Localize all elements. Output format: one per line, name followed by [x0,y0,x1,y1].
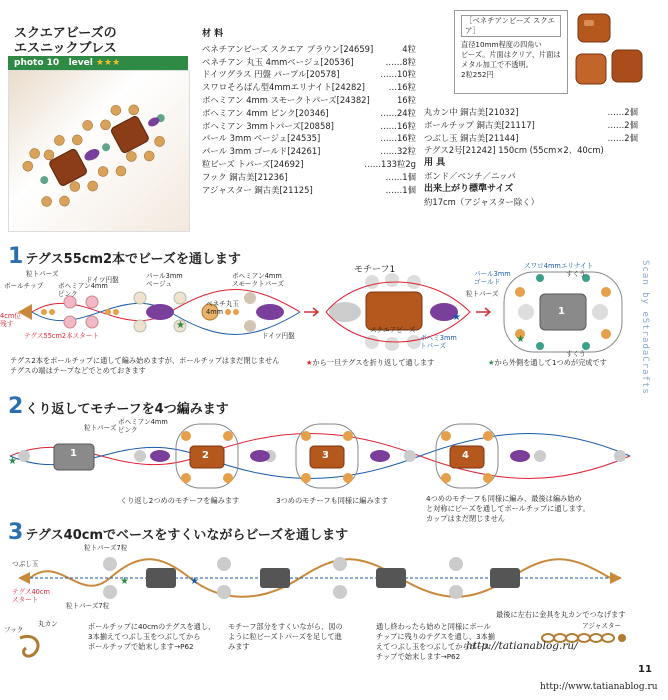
label-start-40cm: テグス40cm スタート [12,588,50,604]
material-name: スワロそろばん型4mmエリナイト[24282] [202,82,365,93]
material-row [202,145,416,158]
material-qty: ……16粒 [380,133,416,144]
label-crimp-bead: つぶし玉 [12,560,39,568]
level-label: level [68,58,93,68]
material-row [424,106,638,119]
bracelet-photo [8,70,190,232]
svg-text:★: ★ [516,334,525,345]
material-name: パール 3mm ベージュ[24535] [202,133,321,144]
svg-text:★: ★ [8,456,17,467]
label-tsubu-topaz: 粒トパーズ [84,424,117,432]
step3-note: ボールチップに40cmのテグスを通し、 3本揃えてつぶし玉をつぶしてから ボールチップで始末します→P62 [88,622,216,651]
bead-info-line: メタル加工で不透明。 [461,60,533,69]
materials-heading: 材 料 [202,29,224,39]
tools-text: ボンド／ペンチ／ニッパ [424,170,516,181]
label-tsubu-topaz-2: 粒トパーズ [466,290,499,298]
material-name: ボヘミアン 4mm スモークトパーズ[24382] [202,94,370,105]
material-row [202,120,416,133]
motif-number: 1 [70,448,77,459]
material-name: 丸カン中 銅古美[21032] [424,107,519,117]
step3-note: モチーフ部分をすくいながら、図の ように粒ビーズトパーズを足して進 みます [228,622,343,651]
material-qty: ……2個 [607,132,638,143]
label-hook: フック [4,626,24,634]
material-row [202,107,416,120]
step1-note: テグス2本をボールチップに通して編み始めますが、ボールチップはまだ閉じません [10,356,280,365]
label-scoop-bottom: すくう [566,350,586,358]
label-square-bead: スクエアビーズ [370,326,416,334]
material-row [202,56,416,69]
material-name: ベネチアン 丸玉 4mmベージュ[20536] [202,56,354,67]
label-german-disc-2: ドイツ円盤 [262,332,295,340]
material-name: アジャスター 銅古美[21125] [202,184,313,195]
material-qty: ……133粒2g [364,158,416,169]
scan-credit: Scan by eStradaCrafts [640,260,650,395]
bead-info-box [454,10,568,94]
material-qty: 4粒 [402,43,416,54]
page-number: 11 [638,664,652,675]
photo-number: photo 10 [14,58,60,68]
material-row [202,43,416,56]
step-number: 2 [8,394,24,419]
materials-list-2 [424,106,638,208]
blog-url[interactable]: http://tatianablog.ru/ [466,640,578,652]
step-title-text: テグス55cm2本でビーズを通します [25,252,241,267]
material-row [424,119,638,132]
motif-number: 4 [462,450,469,461]
step3-note: 通し終わったら始めと同様にボール チップに残りのテグスを通し、3本揃 えてつぶし玉をつぶしてからボール チップで始末します→P62 [376,622,495,661]
label-tsubu-7: 粒トパーズ7粒 [84,544,128,552]
arrow-icon [476,308,490,316]
material-name: フック 銅古美[21236] [202,171,288,182]
material-row [202,132,416,145]
material-name: 粒ビーズ トパーズ[24692] [202,158,304,169]
step-number: 1 [8,244,24,269]
label-jump-ring: 丸カン [38,620,58,628]
photo-label [8,56,188,70]
svg-text:★: ★ [176,320,185,331]
motif-number: 2 [202,450,209,461]
label-bohemian-pink: ボヘミアン4mm ピンク [118,418,168,434]
label-bohemian-topaz3: ボヘミ3mm トパーズ [420,334,457,350]
step-title-text: テグス40cmでベースをすくいながらビーズを通します [25,528,349,543]
step1-note: テグスの端はテープなどでとめておきます [10,366,146,375]
step-title-text: くり返してモチーフを4つ編みます [25,402,229,417]
arrow-icon [304,308,318,316]
label-bohemian-pink: ボヘミアン4mm ピンク [58,282,108,298]
label-tsubu-7-b: 粒トパーズ7粒 [66,602,110,610]
material-name: ベネチアンビーズ スクエア ブラウン[24659] [202,43,374,54]
material-qty: ……8粒 [385,56,416,67]
label-swaro-erinite: スワロ4mmエリナイト [524,262,594,270]
page-title [14,26,117,56]
material-name: パール 3mm ゴールド[24261] [202,146,321,157]
material-qty: ……16粒 [380,120,416,131]
motif-number: 3 [322,450,329,461]
material-row [202,184,416,197]
bead-info-line: ビーズ。片面はクリア、片面は [461,50,561,59]
step1-note-green-star: ★から外側を通して1つめが完成です [488,358,607,367]
bead-info-line: 直径10mm程度の四角い [461,40,542,49]
size-text: 約17cm（アジャスター除く） [424,196,540,207]
svg-text:★: ★ [190,576,199,587]
step1-note-red-star: ★から一旦テグスを折り返して通します [306,358,435,367]
material-qty: ……1個 [385,184,416,195]
ballchip-icon [18,572,30,584]
step3-final-note: 最後に左右に金具を丸カンでつなげます [496,610,626,619]
title-line-2: エスニックブレス [14,41,117,56]
material-name: ドイツグラス 円盤 パープル[20578] [202,69,340,80]
bead-info-heading: ［ベネチアンビーズ スクエア］ [461,15,561,37]
material-name: つぶし玉 銅古美[21144] [424,132,519,143]
label-ballchip: ボールチップ [4,282,44,290]
material-qty: ……24粒 [380,107,416,118]
step2-note: 4つめのモチーフも同様に編み、最後は編み始め と対称にビーズを通してボールチップに通します。 カップはまだ閉じません [426,494,590,523]
label-venetian-round: ベネチ丸玉 4mm [206,300,239,316]
title-line-1: スクエアビーズの [14,26,117,41]
material-qty: ……10粒 [380,69,416,80]
material-row [202,94,416,107]
hook-icon [14,632,54,662]
label-motif-1: モチーフ1 [354,265,396,275]
svg-text:★: ★ [120,576,129,587]
svg-text:★: ★ [452,312,461,323]
label-german-disc: ドイツ円盤 [86,276,119,284]
material-row [202,171,416,184]
venetian-bead-photo [570,10,650,102]
label-pearl-gold: パール3mm ゴールド [474,270,511,286]
label-leave-4cm: 4cm位 残す [0,312,21,328]
label-scoop-top: すくう [566,270,586,278]
level-stars: ★★★ [95,58,121,68]
materials-list [202,28,416,196]
material-name: ボヘミアン 4mm ピンク[20346] [202,107,329,118]
step2-note: 3つめのモチーフも同様に編みます [276,496,389,505]
tools-heading: 用 具 [424,158,446,169]
ballchip-icon [610,572,622,584]
material-row [424,144,638,157]
label-start-55cm: テグス55cm2本スタート [24,332,100,340]
bracelet-illustration [9,71,189,231]
material-name: テグス2号[21242] 150cm (55cm×2、40cm) [424,145,604,156]
motif-number: 1 [558,306,565,317]
material-qty: ……2個 [607,107,638,117]
label-adjuster: アジャスター [582,622,622,630]
step-number: 3 [8,520,24,545]
material-qty: 16粒 [396,94,416,105]
step3-title [8,520,348,545]
bead-info-line: 2粒252円 [461,70,494,79]
material-row [424,132,638,145]
label-bohemian-smoke: ボヘミアン4mm スモークトパーズ [232,272,285,288]
material-qty: ……32粒 [380,146,416,157]
material-qty: …16粒 [388,82,416,93]
material-qty: ……2個 [607,119,638,130]
material-row [202,158,416,171]
material-row [202,81,416,94]
step2-note: くり返し2つめのモチーフを編みます [120,496,240,505]
label-tsubu-topaz: 粒トパーズ [26,270,59,278]
size-heading: 出来上がり標準サイズ [424,183,514,194]
material-row [202,68,416,81]
material-name: ボヘミアン 3mmトパーズ[20858] [202,120,334,131]
material-qty: ……1個 [385,171,416,182]
material-name: ボールチップ 銅古美[21117] [424,119,535,130]
label-pearl-beige: パール3mm ベージュ [146,272,183,288]
blog-url-bottom[interactable]: http://www.tatianablog.ru [540,682,658,692]
